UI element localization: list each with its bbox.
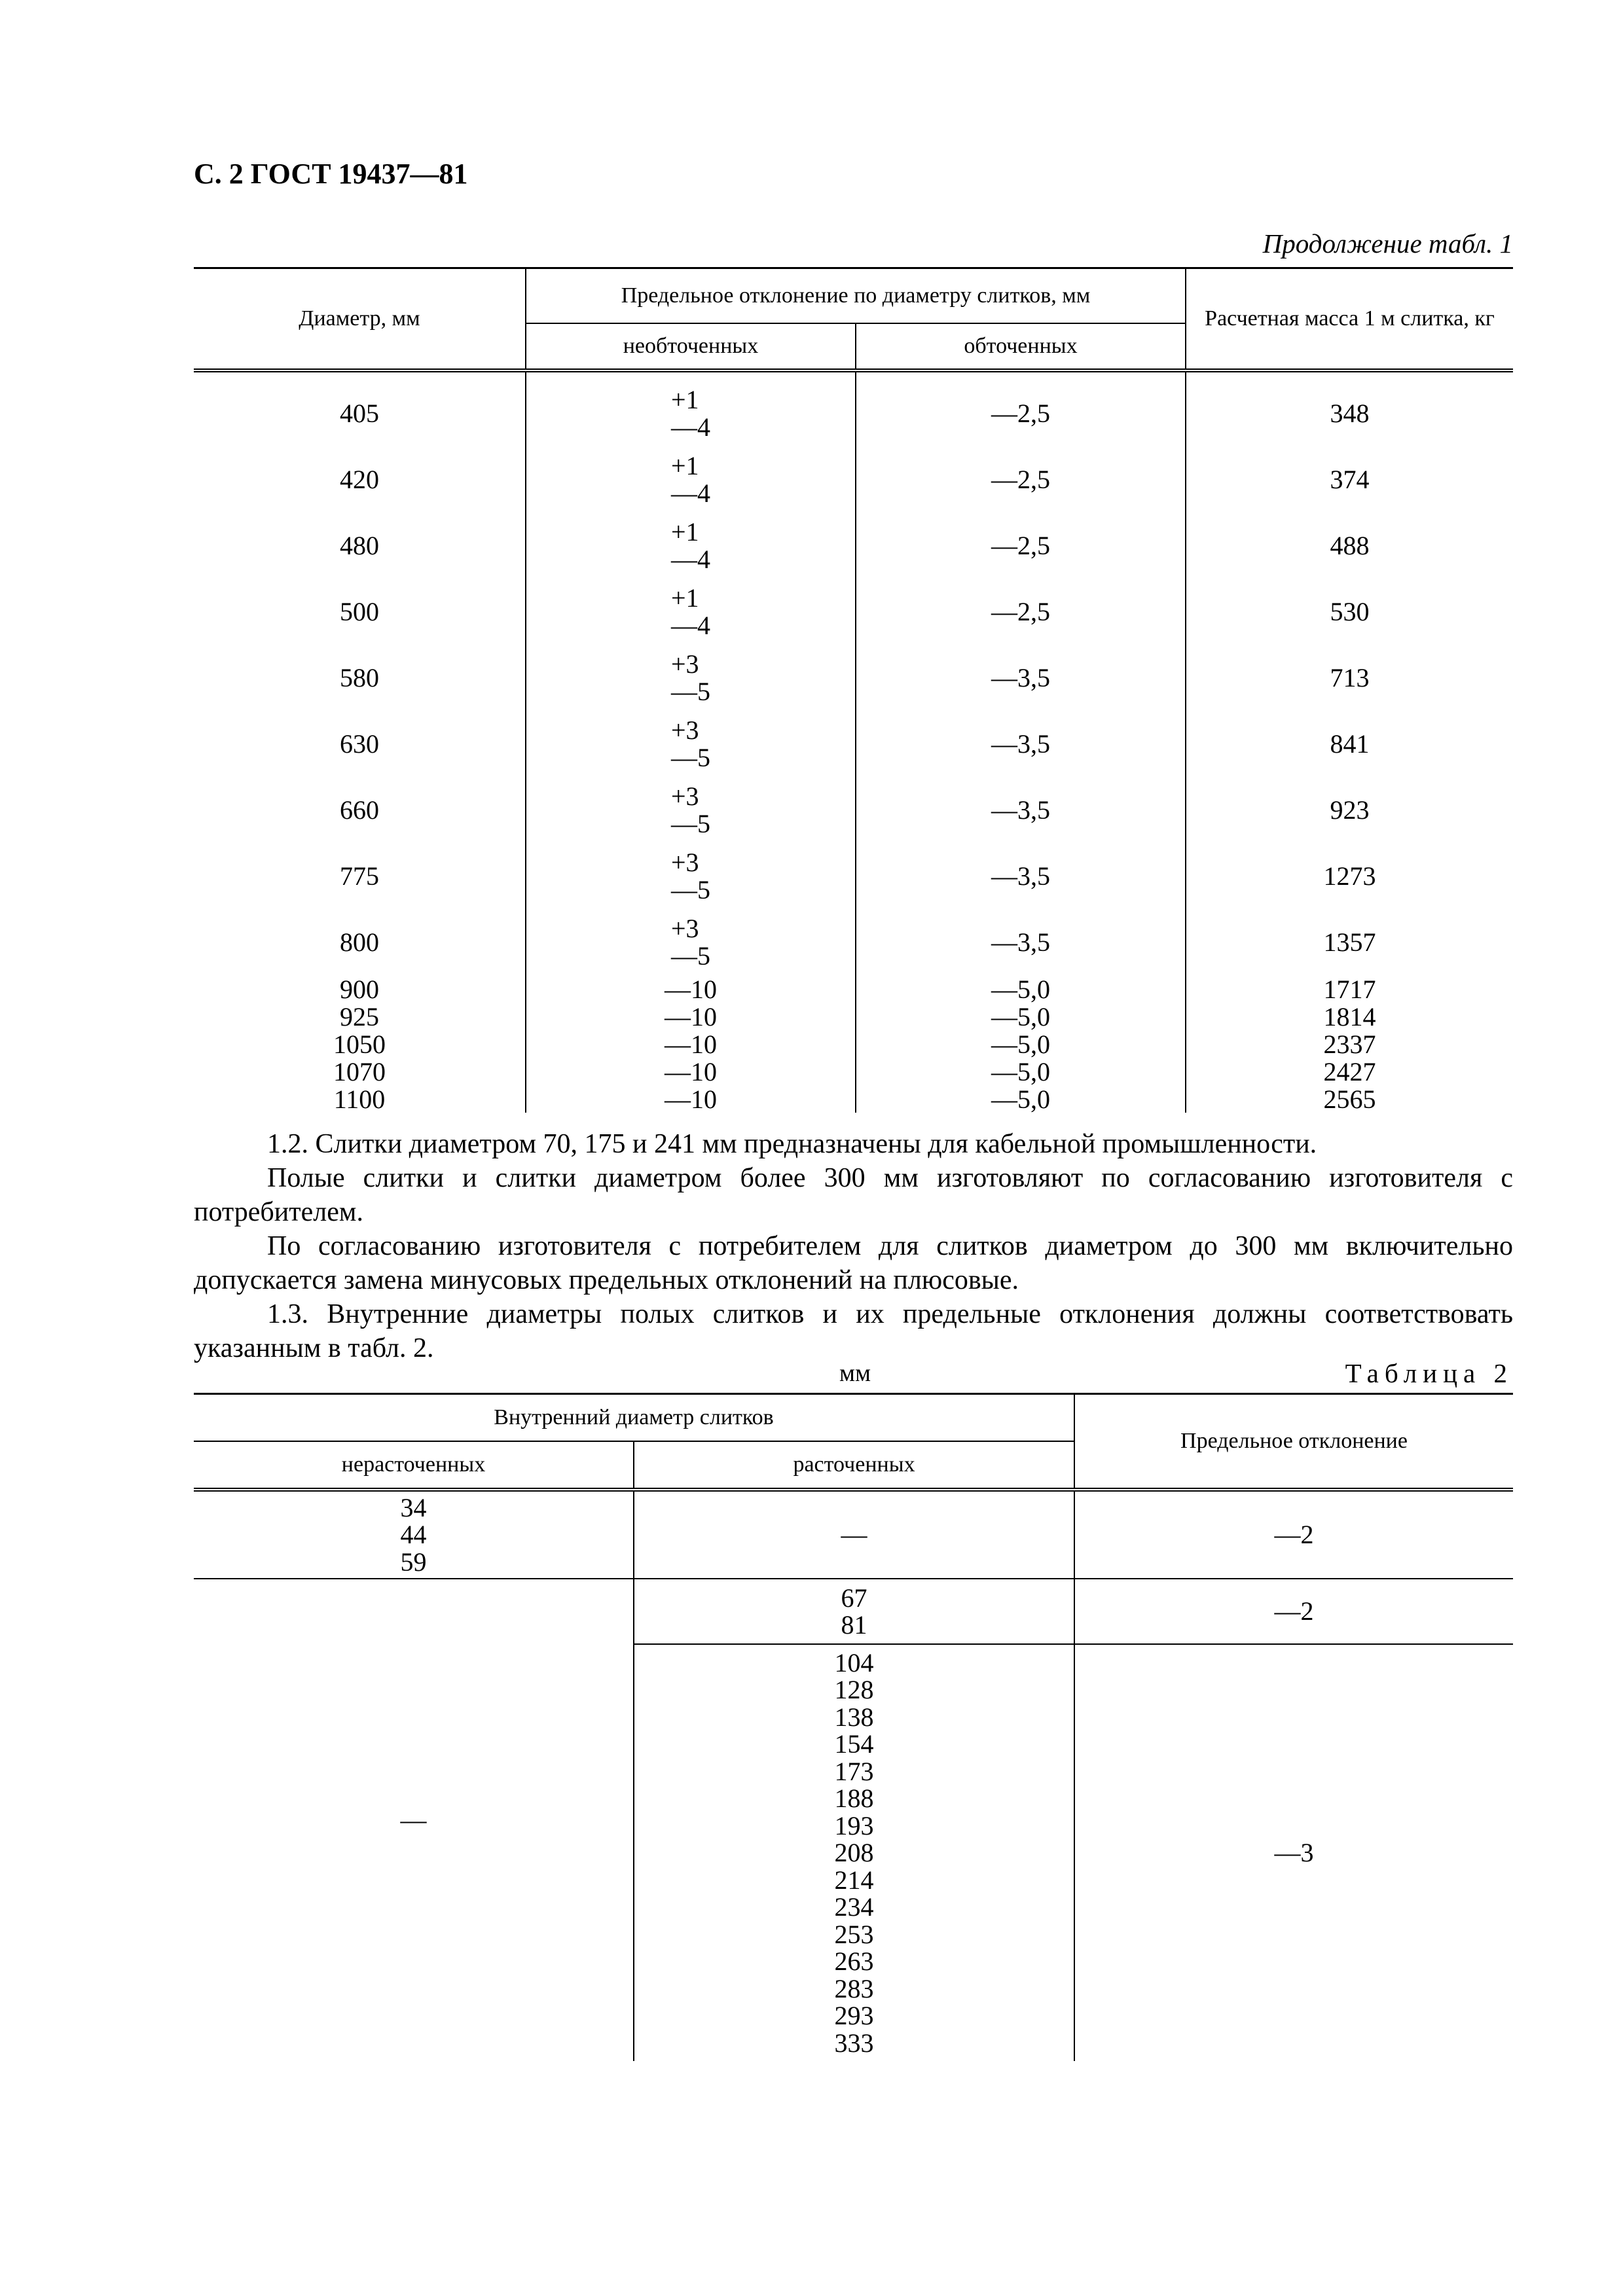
cell-mass: 2565 <box>1186 1085 1513 1113</box>
paragraph-hollow-ingots: Полые слитки и слитки диаметром более 300 мм изготовляют по согласованию изготовителя с потребителем. <box>194 1163 1513 1227</box>
col-header-bored: расточенных <box>634 1441 1074 1490</box>
cell-unturned-upper: +3 <box>671 715 699 745</box>
cell-diameter: 580 <box>340 663 379 692</box>
table-cell-unbored-group23: — <box>400 1805 427 1835</box>
cell-unturned-upper: +3 <box>671 913 699 943</box>
cell-turned: —3,5 <box>856 711 1186 777</box>
table-1 <box>194 267 1513 1113</box>
list-item: 333 <box>834 2028 874 2058</box>
cell-mass: 923 <box>1186 777 1513 843</box>
cell-unturned-lower: —4 <box>671 610 710 640</box>
cell-unturned-upper: +3 <box>671 781 699 811</box>
list-item: 128 <box>834 1675 874 1705</box>
table-cell-deviation-group1: —2 <box>1074 1490 1513 1579</box>
list-item: 138 <box>834 1702 874 1732</box>
cell-unturned-lower: —5 <box>671 676 710 706</box>
table-row <box>194 711 1513 777</box>
table-row <box>194 512 1513 579</box>
cell-turned: —5,0 <box>856 1058 1186 1085</box>
cell-mass: 2337 <box>1186 1030 1513 1058</box>
cell-diameter: 1070 <box>333 1056 386 1086</box>
list-item: 193 <box>834 1810 874 1840</box>
cell-unturned-upper: +1 <box>671 583 699 613</box>
cell-unturned-upper: +1 <box>671 384 699 414</box>
cell-turned: —3,5 <box>856 645 1186 711</box>
cell-turned: —5,0 <box>856 975 1186 1003</box>
table-cell-bored-group3 <box>634 1644 1074 2061</box>
table-cell-bored-group1: — <box>634 1490 1074 1579</box>
list-item: 293 <box>834 2001 874 2031</box>
cell-unturned-lower: —5 <box>671 941 710 971</box>
cell-unturned <box>526 512 856 579</box>
cell-unturned <box>526 843 856 909</box>
table-continuation-label: Продолжение табл. 1 <box>1262 228 1513 259</box>
cell-diameter: 925 <box>340 1001 379 1031</box>
cell-unturned: —10 <box>526 1003 856 1030</box>
cell-unturned-upper: +3 <box>671 649 699 679</box>
table-2-title: Таблица 2 <box>1345 1358 1513 1388</box>
cell-diameter: 660 <box>340 795 379 825</box>
cell-turned: —5,0 <box>856 1085 1186 1113</box>
cell-unturned <box>526 645 856 711</box>
cell-mass: 841 <box>1186 711 1513 777</box>
cell-mass: 1814 <box>1186 1003 1513 1030</box>
cell-turned: —2,5 <box>856 579 1186 645</box>
list-item: 253 <box>834 1919 874 1949</box>
col-header-inner-diameter: Внутренний диаметр слитков <box>194 1394 1074 1442</box>
table-row <box>194 909 1513 975</box>
cell-unturned: —10 <box>526 1085 856 1113</box>
list-item: 173 <box>834 1756 874 1786</box>
table-row <box>194 777 1513 843</box>
table-row <box>194 579 1513 645</box>
col-header-turned: обточенных <box>856 323 1186 370</box>
list-item: 44 <box>400 1520 427 1550</box>
cell-turned: —2,5 <box>856 446 1186 512</box>
paragraph-agreement: По согласованию изготовителя с потребителем для слитков диаметром до 300 мм включительно допускается замена минусовых предельных отклонений на плюсовые. <box>194 1231 1513 1295</box>
list-item: 208 <box>834 1838 874 1868</box>
cell-unturned <box>526 579 856 645</box>
paragraph-1-2: 1.2. Слитки диаметром 70, 175 и 241 мм предназначены для кабельной промышленности. <box>267 1129 1317 1159</box>
cell-diameter: 500 <box>340 597 379 626</box>
col-header-diameter: Диаметр, мм <box>194 268 526 371</box>
page-header: С. 2 ГОСТ 19437—81 <box>194 158 468 190</box>
cell-diameter: 630 <box>340 729 379 759</box>
cell-mass: 530 <box>1186 579 1513 645</box>
table-row <box>194 975 1513 1003</box>
cell-diameter: 1100 <box>333 1084 386 1114</box>
cell-mass: 1357 <box>1186 909 1513 975</box>
table-row <box>194 843 1513 909</box>
cell-unturned <box>526 370 856 446</box>
cell-unturned <box>526 777 856 843</box>
cell-unturned: —10 <box>526 1058 856 1085</box>
cell-diameter: 775 <box>340 861 379 891</box>
list-item: 81 <box>841 1610 867 1640</box>
list-item: 188 <box>834 1784 874 1814</box>
cell-unturned-upper: +1 <box>671 450 699 480</box>
cell-mass: 374 <box>1186 446 1513 512</box>
table-cell-bored-group2 <box>634 1579 1074 1644</box>
cell-diameter: 480 <box>340 531 379 560</box>
cell-unturned-lower: —4 <box>671 544 710 574</box>
list-item: 283 <box>834 1973 874 2003</box>
table-cell-deviation-group2: —2 <box>1074 1579 1513 1644</box>
list-item: 263 <box>834 1946 874 1977</box>
cell-unturned-lower: —5 <box>671 742 710 772</box>
cell-turned: —2,5 <box>856 512 1186 579</box>
table-row <box>194 1085 1513 1113</box>
cell-diameter: 800 <box>340 927 379 957</box>
cell-unturned-lower: —4 <box>671 412 710 442</box>
table-row <box>194 1003 1513 1030</box>
paragraph-1-3: 1.3. Внутренние диаметры полых слитков и их предельные отклонения должны соответствовать указанным в табл. 2. <box>194 1299 1513 1363</box>
cell-diameter: 405 <box>340 399 379 428</box>
cell-turned: —3,5 <box>856 777 1186 843</box>
cell-unturned <box>526 446 856 512</box>
cell-turned: —5,0 <box>856 1030 1186 1058</box>
cell-unturned <box>526 711 856 777</box>
cell-diameter: 900 <box>340 974 379 1004</box>
cell-mass: 1273 <box>1186 843 1513 909</box>
list-item: 214 <box>834 1865 874 1895</box>
list-item: 104 <box>834 1647 874 1677</box>
cell-unturned: —10 <box>526 975 856 1003</box>
cell-mass: 348 <box>1186 370 1513 446</box>
cell-unturned <box>526 909 856 975</box>
cell-mass: 713 <box>1186 645 1513 711</box>
table-row <box>194 446 1513 512</box>
cell-turned: —5,0 <box>856 1003 1186 1030</box>
cell-unturned-upper: +3 <box>671 847 699 877</box>
table-2 <box>194 1393 1513 2061</box>
cell-turned: —2,5 <box>856 370 1186 446</box>
col-header-deviation: Предельное отклонение по диаметру слитков, мм <box>526 268 1186 324</box>
cell-unturned-lower: —4 <box>671 478 710 508</box>
cell-diameter: 420 <box>340 465 379 494</box>
cell-turned: —3,5 <box>856 843 1186 909</box>
col-header-deviation: Предельное отклонение <box>1074 1394 1513 1490</box>
col-header-unbored: нерасточенных <box>194 1441 634 1490</box>
units-label: мм <box>839 1359 871 1387</box>
table-row <box>194 370 1513 446</box>
list-item: 154 <box>834 1729 874 1759</box>
list-item: 234 <box>834 1892 874 1922</box>
list-item: 34 <box>400 1492 427 1522</box>
table-cell-deviation-group3: —3 <box>1074 1644 1513 2061</box>
table-row <box>194 1030 1513 1058</box>
table-row <box>194 645 1513 711</box>
cell-mass: 488 <box>1186 512 1513 579</box>
cell-unturned-lower: —5 <box>671 808 710 838</box>
cell-mass: 2427 <box>1186 1058 1513 1085</box>
cell-mass: 1717 <box>1186 975 1513 1003</box>
cell-turned: —3,5 <box>856 909 1186 975</box>
cell-unturned: —10 <box>526 1030 856 1058</box>
cell-diameter: 1050 <box>333 1029 386 1059</box>
col-header-mass: Расчетная масса 1 м слитка, кг <box>1186 268 1513 371</box>
table-cell-unbored-group1 <box>194 1490 634 1579</box>
list-item: 67 <box>841 1583 867 1613</box>
cell-unturned-lower: —5 <box>671 874 710 905</box>
list-item: 59 <box>400 1547 427 1577</box>
cell-unturned-upper: +1 <box>671 516 699 547</box>
col-header-unturned: необточенных <box>526 323 856 370</box>
table-row <box>194 1058 1513 1085</box>
